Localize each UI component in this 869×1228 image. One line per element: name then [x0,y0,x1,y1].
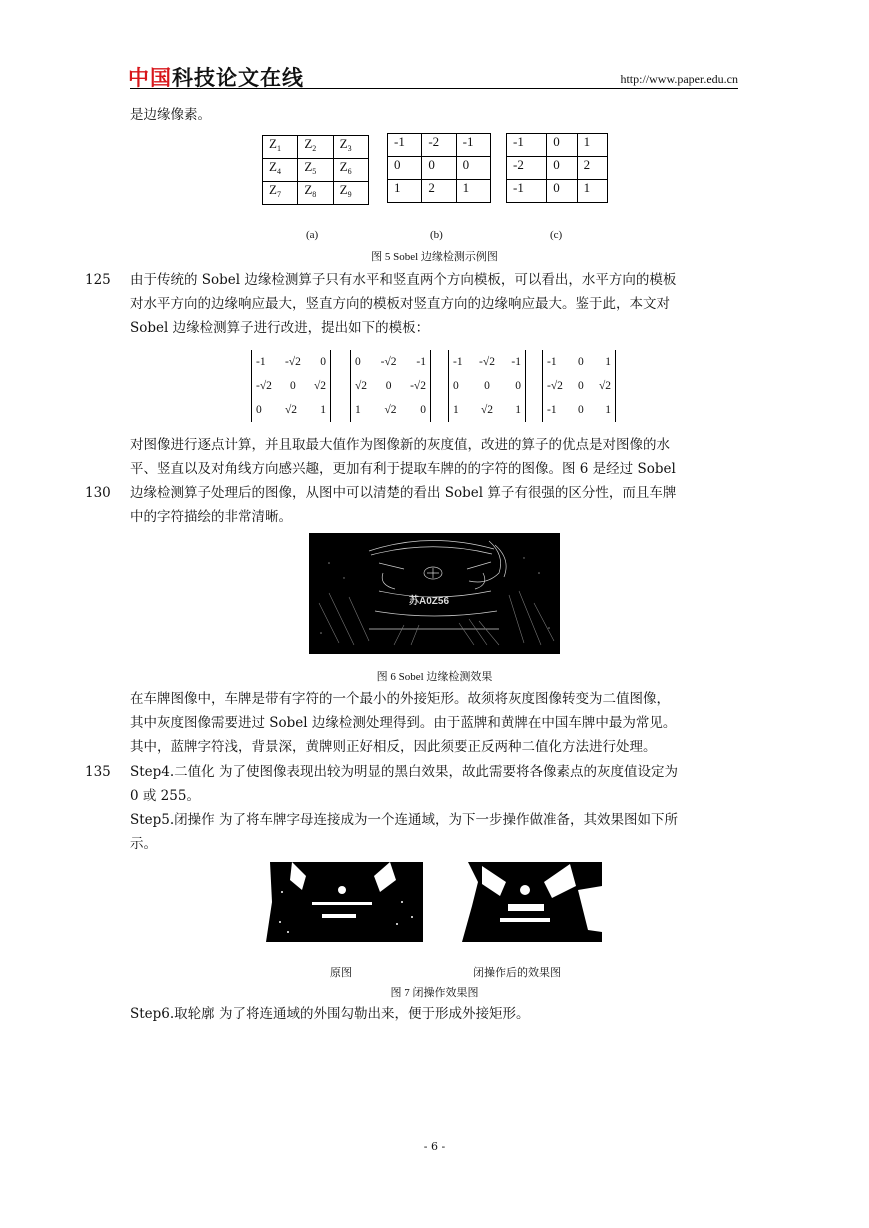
line-number-125: 125 [85,272,111,288]
fig6-caption: 图 6 Sobel 边缘检测效果 [376,671,493,683]
matrix-cell: -1 [511,356,521,368]
fig5-caption: 图 5 Sobel 边缘检测示例图 [371,251,498,263]
table-cell: $Z_9$ [333,182,368,205]
table-cell: $Z_2$ [298,136,333,159]
matrix-row [543,398,615,422]
table-row [388,180,491,203]
table-row [263,159,369,182]
para3-line-3: 其中，蓝牌字符浅，背景深，黄牌则正好相反，因此须要正反两种二值化方法进行处理。 [130,739,657,755]
fig5-label-b: (b) [430,229,443,241]
table-cell: $Z_1$ [263,136,298,159]
matrix-cell: √2 [384,404,397,416]
site-logo: 中国科技论文在线 [128,66,304,90]
table-cell: $Z_3$ [333,136,368,159]
table-cell: 0 [388,157,422,180]
fig5-table-c [506,133,608,203]
matrix-cell: 0 [484,380,490,392]
matrix-row [351,350,430,374]
fig7-caption: 图 7 闭操作效果图 [390,987,479,999]
matrix-cell: -√2 [380,356,397,368]
fig5-label-c: (c) [550,229,563,241]
para2-line-1: 对图像进行逐点计算，并且取最大值作为图像新的灰度值，改进的算子的优点是对图像的水 [130,437,670,453]
table-row [507,180,608,203]
matrix-cell: -1 [416,356,426,368]
table-cell: 1 [388,180,422,203]
matrix-cell: 1 [355,404,361,416]
fig7-label-closing: 闭操作后的效果图 [473,967,561,979]
matrix-cell: -1 [547,404,557,416]
para3-line-4: Step4.二值化 为了使图像表现出较为明显的黑白效果，故此需要将各像素点的灰度值设定为 [130,764,678,780]
matrix-cell: 0 [385,380,392,392]
matrix-cell: 1 [320,404,326,416]
matrix-row [351,398,430,422]
table-row [263,182,369,205]
table-cell: $Z_6$ [333,159,368,182]
para3-line-7: 示。 [130,836,157,852]
matrix-cell: -1 [453,356,463,368]
table-cell: 2 [422,180,456,203]
fig6-sobel-image [309,533,560,654]
matrix-row [449,350,525,374]
matrix-cell: 0 [515,380,521,392]
matrix-diagonal-1 [251,350,331,422]
line-number-135: 135 [85,764,111,780]
matrix-cell: -1 [547,356,557,368]
matrix-cell: √2 [598,380,611,392]
matrix-cell: √2 [355,380,368,392]
table-row [388,134,491,157]
matrix-cell: -√2 [479,356,495,368]
table-cell: 1 [577,134,607,157]
para2-line-2: 平、竖直以及对角线方向感兴趣，更加有利于提取车牌的的字符的图像。图 6 是经过 Sobel [130,461,676,477]
para2-line-4: 中的字符描绘的非常清晰。 [130,509,292,525]
matrix-cell: 0 [453,380,459,392]
matrix-cell: 1 [605,404,611,416]
para1-line-3: Sobel 边缘检测算子进行改进，提出如下的模板： [130,320,430,336]
table-cell: $Z_5$ [298,159,333,182]
matrix-cell: 0 [355,356,361,368]
line-number-130: 130 [85,485,111,501]
table-cell: 0 [547,157,577,180]
fig7-closing-result-image [448,862,602,942]
matrix-cell: -√2 [256,380,272,392]
fig5-table-b [387,133,491,203]
matrix-cell: 0 [320,356,326,368]
intro-line: 是边缘像素。 [130,107,211,123]
matrix-cell: -√2 [284,356,301,368]
page-number: - 6 - [423,1140,446,1153]
matrix-row [252,350,330,374]
para3-line-6: Step5.闭操作 为了将车牌字母连接成为一个连通域，为下一步操作做准备，其效果图如下所 [130,812,678,828]
matrix-cell: -√2 [547,380,563,392]
table-cell: 0 [422,157,456,180]
matrix-cell: √2 [313,380,326,392]
matrix-cell: 1 [605,356,611,368]
matrix-cell: -1 [256,356,266,368]
fig6-plate-text: 苏A0Z56 [409,596,450,607]
table-cell: -1 [388,134,422,157]
matrix-row [543,374,615,398]
table-cell: $Z_4$ [263,159,298,182]
table-cell: -1 [456,134,490,157]
para1-line-1: 由于传统的 Sobel 边缘检测算子只有水平和竖直两个方向模板，可以看出，水平方向的模板 [130,272,677,288]
matrix-diagonal-2 [350,350,431,422]
header-rule [130,88,738,89]
table-cell: $Z_7$ [263,182,298,205]
matrix-cell: -√2 [410,380,426,392]
matrix-cell: 0 [578,404,584,416]
table-row [507,134,608,157]
matrix-cell: √2 [284,404,298,416]
table-cell: 1 [456,180,490,203]
matrix-cell: 0 [256,404,262,416]
table-cell: -1 [507,180,547,203]
matrix-cell: 0 [420,404,426,416]
matrix-cell: 0 [578,380,584,392]
matrix-row [543,350,615,374]
table-cell: -1 [507,134,547,157]
table-cell: $Z_8$ [298,182,333,205]
matrix-cell: 1 [453,404,459,416]
table-cell: 0 [547,180,577,203]
matrix-cell: 0 [290,380,296,392]
table-cell: 1 [577,180,607,203]
matrix-horizontal [448,350,526,422]
fig7-original-image [262,862,423,942]
fig5-table-a [262,135,369,205]
header-url[interactable]: http://www.paper.edu.cn [620,72,738,86]
matrix-vertical [542,350,616,422]
table-row [507,157,608,180]
step6-line: Step6.取轮廓 为了将连通域的外围勾勒出来，便于形成外接矩形。 [130,1006,530,1022]
para1-line-2: 对水平方向的边缘响应最大，竖直方向的模板对竖直方向的边缘响应最大。鉴于此，本文对 [130,296,670,312]
para3-line-2: 其中灰度图像需要进过 Sobel 边缘检测处理得到。由于蓝牌和黄牌在中国车牌中最为常见。 [130,715,677,731]
table-cell: 2 [577,157,607,180]
matrix-cell: √2 [480,404,494,416]
matrix-row [351,374,430,398]
para3-line-1: 在车牌图像中，车牌是带有字符的一个最小的外接矩形。故须将灰度图像转变为二值图像， [130,691,670,707]
matrix-row [449,398,525,422]
para3-line-5: 0 或 255。 [130,788,200,804]
table-cell: 0 [547,134,577,157]
table-row [388,157,491,180]
table-cell: 0 [456,157,490,180]
matrix-cell: 0 [578,356,584,368]
table-cell: -2 [422,134,456,157]
table-cell: -2 [507,157,547,180]
matrix-row [252,374,330,398]
fig7-label-original: 原图 [330,967,352,979]
fig5-label-a: (a) [306,229,319,241]
matrix-cell: 1 [515,404,521,416]
matrix-row [449,374,525,398]
table-row [263,136,369,159]
para2-line-3: 边缘检测算子处理后的图像，从图中可以清楚的看出 Sobel 算子有很强的区分性，而且车牌 [130,485,677,501]
matrix-row [252,398,330,422]
